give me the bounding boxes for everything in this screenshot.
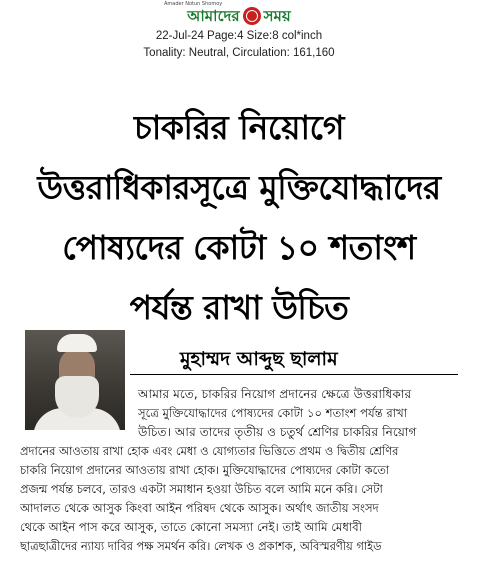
body-line: থেকে আইন পাস করে আসুক, তাতে কোনো সমস্যা নেই। তাই আমি মেধাবী [20,520,362,534]
body-line: চাকরি নিয়োগ প্রদানের আওতায় রাখা হোক। মুক্তিযোদ্ধাদের পোষ্যদের কোটা কতো [20,463,390,477]
clip-meta-tonality: Tonality: Neutral, Circulation: 161,160 [143,47,335,59]
clip-meta-date-page: 22-Jul-24 Page:4 Size:8 col*inch [155,30,323,42]
headline-line: পর্যন্ত রাখা উচিত [129,288,349,327]
author-photo [25,330,125,430]
body-line: আদালত থেকে আসুক কিংবা আইন পরিষদ থেকে আসুক। অর্থাৎ জাতীয় সংসদ [20,501,379,515]
body-line: প্রদানের আওতায় রাখা হোক এবং মেধা ও যোগ্যতার ভিত্তিতে প্রথম ও দ্বিতীয় শ্রেণির [20,444,399,458]
headline-line: পোষ্যদের কোটা ১০ শতাংশ [62,228,416,267]
headline-line: চাকরির নিয়োগে [134,108,344,147]
byline-divider [130,374,458,375]
masthead-tagline: Amader Notun Shomoy [164,1,223,7]
headline-line: উত্তরাধিকারসূত্রে মুক্তিযোদ্ধাদের [37,168,441,207]
logo-word-left: আমাদের [187,7,240,25]
body-line: আমার মতে, চাকরির নিয়োগ প্রদানের ক্ষেত্রে উত্তরাধিকার [138,387,412,401]
logo-seal-icon [243,7,261,25]
newspaper-logo [170,6,308,26]
headline [10,98,468,338]
author-byline: মুহাম্মদ আব্দুছ ছালাম [180,348,338,370]
body-line: সূত্রে মুক্তিযোদ্ধাদের পোষ্যদের কোটা ১০ শতাংশ পর্যন্ত রাখা [138,406,408,420]
body-line: ছাত্রছাত্রীদের ন্যায্য দাবির পক্ষ সমর্থন করি। লেখক ও প্রকাশক, অবিস্মরণীয় গাইড [20,539,382,553]
logo-word-right: সময় [263,7,291,25]
body-line: উচিত। আর তাদের তৃতীয় ও চতুর্থ শ্রেণির চাকরির নিয়োগ [138,425,417,439]
body-line: প্রজন্ম পর্যন্ত চলবে, তারও একটা সমাধান হওয়া উচিত বলে আমি মনে করি। সেটা [20,482,383,496]
